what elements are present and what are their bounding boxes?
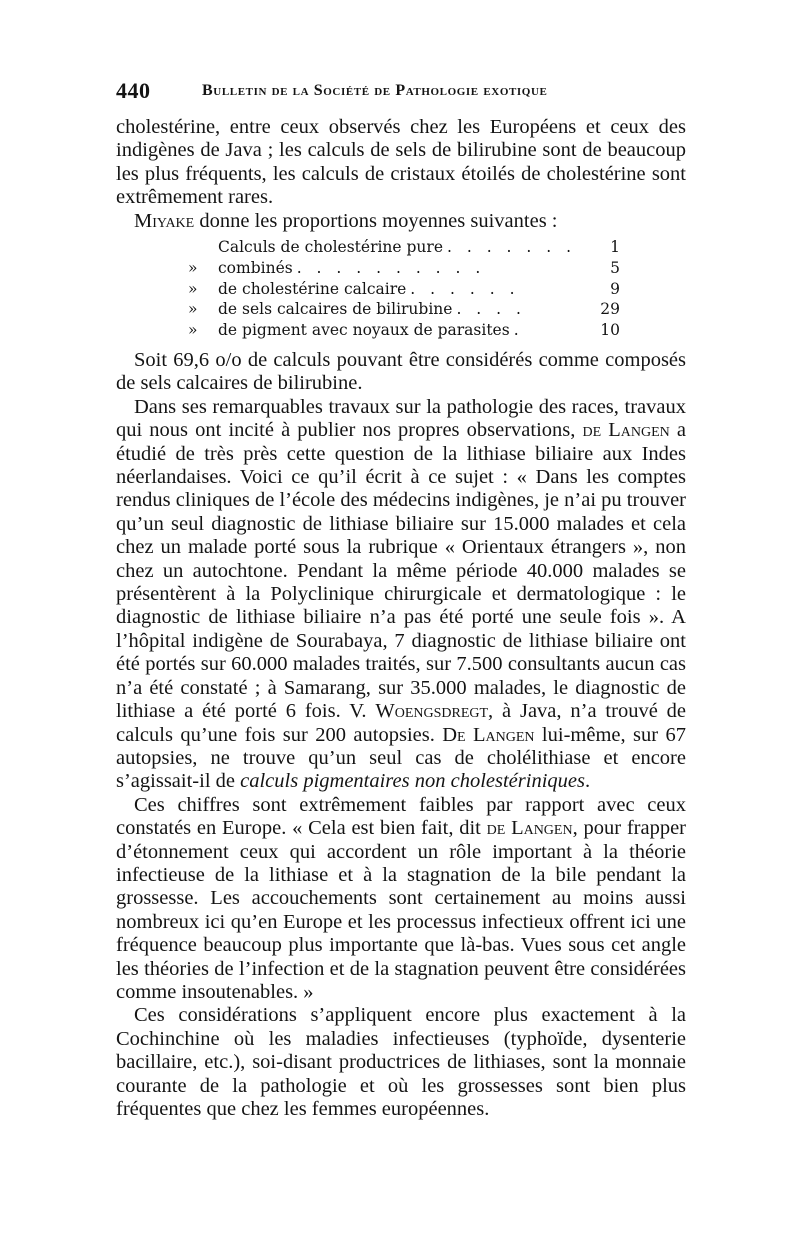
ditto-mark: » <box>188 300 198 319</box>
leader-dots: . . . . . . . <box>447 238 577 257</box>
ditto-mark: » <box>188 279 198 298</box>
author-name: Miyake <box>134 209 195 232</box>
paragraph-text: Dans ses remarquables travaux sur la pathologie des races, travaux qui nous ont incité à publier nos propres observations, <box>116 395 686 442</box>
paragraph-text: Ces chiffres sont extrêmement faibles par rapport avec ceux constatés en Europe. « Cela est bien fait, dit <box>116 793 686 840</box>
row-label: Calculs de cholestérine pure <box>218 238 443 257</box>
row-value: 1 <box>610 238 620 257</box>
paragraph-text: a étudié de très près cette question de la lithiase biliaire aux Indes néerlandaises. Voici ce qu’il écrit à ce sujet : « Dans les comptes rendus cliniques de l’école des médecins indigènes, je n’ai pu trouver qu’un seul diagnostic de lithiase biliaire sur 15.000 malades et cela chez un malade porté sous la rubrique « Orientaux étrangers », non chez un autochtone. Pendant la même période 40.000 malades se présentèrent à la Polyclinique chirurgicale et dermatologique : le diagnostic de lithiase biliaire n’a pas été porté une seule fois ». A l’hôpital indigène de Sourabaya, 7 diagnostic de lithiase biliaire ont été portés sur 60.000 malades traités, sur 7.500 consultants aucun cas n’a été constaté ; à Samarang, sur 35.000 malades, le diagnostic de lithiase a été porté 6 fois. V. <box>116 419 686 723</box>
article-body <box>116 116 686 1121</box>
author-name: Woengsdregt <box>375 700 489 723</box>
proportions-row <box>188 279 620 300</box>
row-label: combinés <box>218 258 293 277</box>
paragraph-proportions-intro <box>116 210 686 233</box>
row-value: 9 <box>610 279 620 298</box>
row-value: 29 <box>600 300 620 319</box>
paragraph-summary: Soit 69,6 o/o de calculs pouvant être considérés comme composés de sels calcaires de bilirubine. <box>116 349 686 395</box>
leader-dots: . . . . . . . . . . <box>296 258 486 277</box>
paragraph-text: , à Java, n’a trouvé de calculs qu’une fois sur 200 autopsies. <box>116 700 686 746</box>
paragraph-text: , pour frapper d’étonnement ceux qui accordent un rôle important à la théorie infectieuse de la lithiase et à la stagnation de la bile pendant la grossesse. Les accouchements sont certainement au moins aussi nombreux ici qu’en Europe et les processus infectieux offrent ici une fréquence beaucoup plus importante que là-bas. Vues sous cet angle les théories de l’infection et de la stagnation peuvent être considérées comme insoutenables. » <box>116 817 686 1003</box>
leader-dots: . . . . <box>456 300 526 319</box>
ditto-mark: » <box>188 321 198 340</box>
ditto-mark: » <box>188 258 198 277</box>
row-label: de pigment avec noyaux de parasites <box>218 321 510 340</box>
running-title: Bulletin de la Société de Pathologie exotique <box>202 82 548 99</box>
author-name: De Langen <box>442 723 535 746</box>
leader-dots: . <box>513 321 524 340</box>
row-label: de cholestérine calcaire <box>218 279 407 298</box>
paragraph-continuation: cholestérine, entre ceux observés chez les Européens et ceux des indigènes de Java ; les calculs de sels de bilirubine sont de beaucoup les plus fréquents, les calculs de cristaux étoilés de cholestérine sont extrêmement rares. <box>116 116 686 209</box>
paragraph-figures <box>116 794 686 1005</box>
paragraph-text: . <box>584 770 591 793</box>
row-value: 5 <box>610 258 620 277</box>
paragraph-de-langen <box>116 396 686 794</box>
author-name: de Langen <box>486 817 573 840</box>
page <box>116 78 686 1121</box>
proportions-table <box>188 237 620 341</box>
paragraph-cochinchine: Ces considérations s’appliquent encore plus exactement à la Cochinchine où les maladies infectieuses (typhoïde, dysenterie bacillaire, etc.), soi-disant productrices de lithiases, sont la monnaie courante de la pathologie et où les grossesses sont bien plus fréquentes que chez les femmes européennes. <box>116 1004 686 1121</box>
proportions-row <box>188 237 620 258</box>
row-label: de sels calcaires de bilirubine <box>218 300 453 319</box>
paragraph-text: lui-même, sur 67 autopsies, ne trouve qu’un seul cas de cholélithiase et encore s’agissait-il de <box>116 723 686 793</box>
italic-phrase: calculs pigmentaires non cholestériniques <box>240 770 585 793</box>
proportions-row <box>188 258 620 279</box>
running-header <box>116 78 686 108</box>
proportions-row <box>188 320 620 341</box>
proportions-row <box>188 299 620 320</box>
page-number: 440 <box>116 78 151 103</box>
leader-dots: . . . . . . <box>410 279 520 298</box>
paragraph-text: donne les proportions moyennes suivantes : <box>194 209 558 232</box>
row-value: 10 <box>600 321 620 340</box>
author-name: de Langen <box>582 419 670 442</box>
